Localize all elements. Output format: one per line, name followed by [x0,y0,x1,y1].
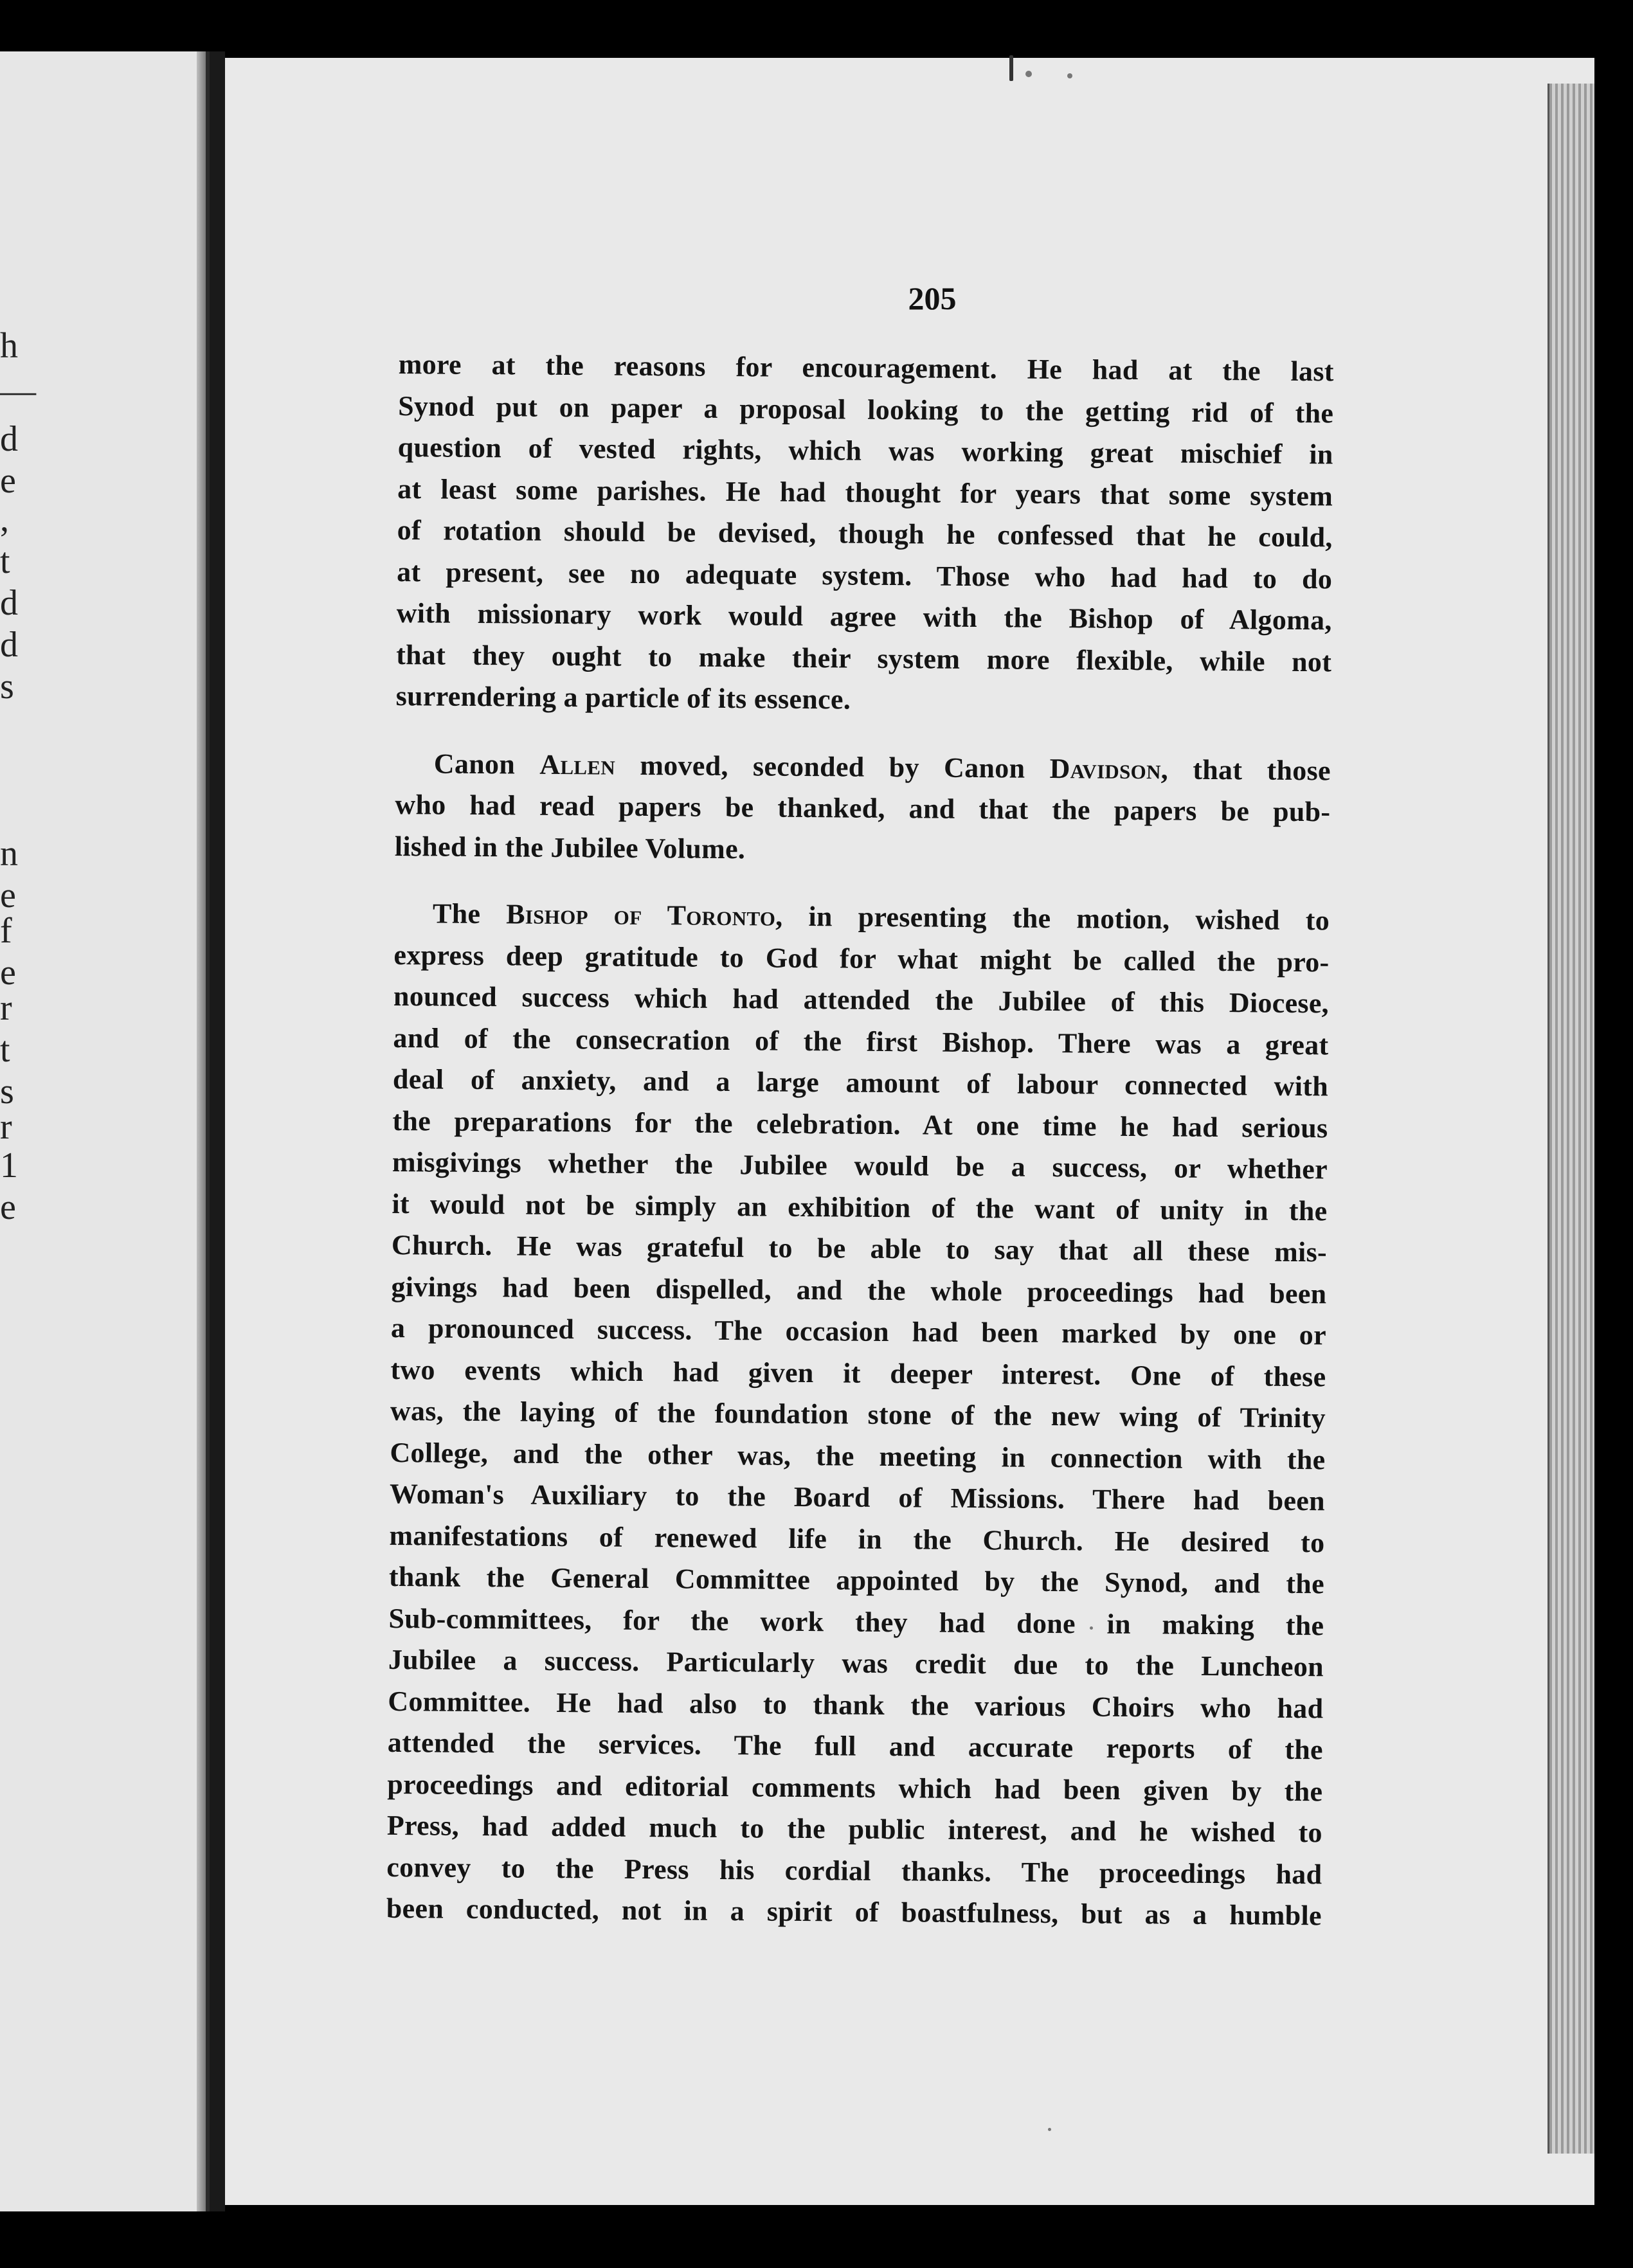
text-line: The Bishop of Toronto, in presenting the motion, wished to [432,897,1330,937]
text-line: that they ought to make their system more flexible, while not [396,638,1332,678]
text-line: of rotation should be devised, though he confessed that he could, [397,514,1333,554]
person-name: Allen [539,748,616,781]
text-line: question of vested rights, which was working great mischief in [397,431,1333,471]
left-page-fragment: 1 [0,1146,18,1185]
text-line: who had read papers be thanked, and that the papers be pub- [395,788,1331,828]
text-line: nounced success which had attended the Jubilee of this Diocese, [393,980,1330,1020]
left-facing-page [0,51,210,2211]
left-page-fragment: d [0,419,18,459]
text-line: Woman's Auxiliary to the Board of Missions. There had been [389,1477,1326,1517]
left-page-fragment: e [0,876,16,915]
speck [1067,73,1072,78]
text-line: with missionary work would agree with the Bishop of Algoma, [396,597,1332,636]
person-name: Davidson [1049,752,1161,785]
left-page-edge [197,51,206,2211]
text-line: Sub-committees, for the work they had done in making the [388,1602,1324,1641]
text-line: College, and the other was, the meeting in connection with the [390,1436,1326,1475]
text-line: deal of anxiety, and a large amount of labour connected with [392,1063,1329,1102]
person-name: Bishop of Toronto [506,898,776,932]
speck [1048,2128,1051,2131]
left-page-fragment: d [0,625,18,665]
page [225,58,1594,2205]
left-page-fragment: r [0,988,12,1028]
text-line: at least some parishes. He had thought for years that some system [397,473,1333,512]
page-stack-edges [1547,84,1594,2154]
text-line: two events which had given it deeper interest. One of these [390,1353,1326,1392]
binding-mark [1009,55,1013,81]
left-page-fragment: e [0,1187,16,1227]
text-line: Press, had added much to the public interest, and he wished to [386,1809,1323,1849]
left-page-fragment: e [0,953,16,993]
left-page-fragment: n [0,834,18,874]
text-line: been conducted, not in a spirit of boastfulness, but as a humble [386,1892,1322,1932]
paragraph [386,893,1330,1937]
left-page-fragment: — [0,371,36,411]
book-gutter [210,51,225,2211]
text-line: the preparations for the celebration. At one time he had serious [392,1104,1328,1144]
text-line: thank the General Committee appointed by the Synod, and the [388,1560,1325,1600]
left-page-fragment: t [0,1030,10,1070]
text-line: and of the consecration of the first Bishop. There was a great [393,1022,1329,1061]
text-line: was, the laying of the foundation stone of the new wing of Trinity [390,1394,1326,1434]
left-page-fragment: r [0,1107,12,1147]
text-line: givings had been dispelled, and the whole proceedings had been [391,1270,1327,1310]
text-line: express deep gratitude to God for what might be called the pro- [393,939,1330,978]
left-page-fragment: , [0,500,9,539]
text-line: it would not be simply an exhibition of the want of unity in the [392,1187,1328,1227]
page-number: 205 [908,280,957,316]
left-page-fragment: d [0,583,18,623]
text-line: Canon Allen moved, seconded by Canon Davidson, that those [433,747,1331,786]
left-page-fragment: h [0,326,18,366]
left-page-fragment: s [0,1072,14,1112]
body-text [386,344,1334,1937]
text-line: more at the reasons for encouragement. He had at the last [398,348,1334,388]
text-line: Jubilee a success. Particularly was credit due to the Luncheon [388,1643,1324,1683]
paragraph [395,344,1334,724]
text-line: convey to the Press his cordial thanks. The proceedings had [386,1851,1322,1890]
paragraph [395,742,1331,874]
text-line: Committee. He had also to thank the various Choirs who had [388,1685,1324,1724]
speck [1025,71,1032,77]
text-line: Synod put on paper a proposal looking to the getting rid of the [398,390,1334,429]
left-page-fragment: s [0,667,14,706]
left-page-fragment: t [0,541,10,581]
text-line: manifestations of renewed life in the Church. He desired to [389,1519,1325,1558]
text-line: a pronounced success. The occasion had been marked by one or [390,1311,1327,1351]
left-page-fragment: e [0,461,16,501]
text-line: surrendering a particle of its essence. [395,680,851,716]
text-line: lished in the Jubilee Volume. [394,830,746,865]
text-line: Church. He was grateful to be able to say that all these mis- [391,1228,1328,1268]
left-page-fragment: f [0,911,12,951]
text-line: misgivings whether the Jubilee would be a success, or whether [392,1146,1328,1185]
text-line: proceedings and editorial comments which had been given by the [387,1768,1323,1807]
text-line: attended the services. The full and accurate reports of the [387,1726,1324,1766]
text-line: at present, see no adequate system. Those who had had to do [397,555,1333,595]
